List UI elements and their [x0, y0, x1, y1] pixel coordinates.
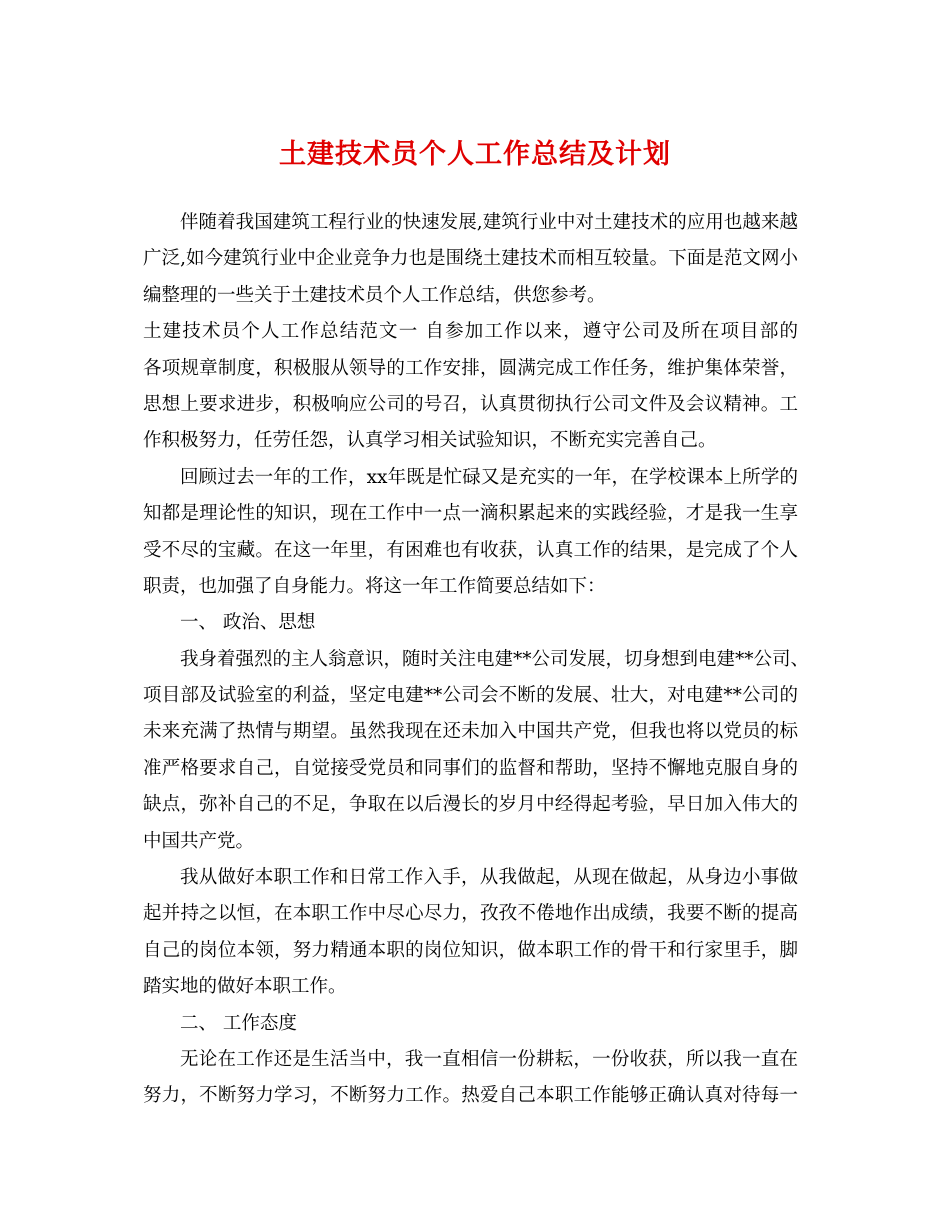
text-line: 中国共产党。 [143, 830, 255, 852]
text-line: 职责，也加强了自身能力。将这一年工作简要总结如下： [143, 575, 606, 597]
text-line: 思想上要求进步，积极响应公司的号召，认真贯彻执行公司文件及会议精神。工 [143, 393, 798, 415]
text-line: 起并持之以恒，在本职工作中尽心尽力，孜孜不倦地作出成绩，我要不断的提高 [143, 903, 798, 925]
document-body [143, 205, 810, 1115]
text-line: 准严格要求自己，自觉接受党员和同事们的监督和帮助，坚持不懈地克服自身的 [143, 757, 798, 779]
text-line: 缺点，弥补自己的不足，争取在以后漫长的岁月中经得起考验，早日加入伟大的 [143, 794, 798, 816]
document-title: 土建技术员个人工作总结及计划 [279, 139, 671, 170]
text-line: 土建技术员个人工作总结范文一 自参加工作以来，遵守公司及所在项目部的 [143, 321, 798, 343]
text-line: 伴随着我国建筑工程行业的快速发展,建筑行业中对土建技术的应用也越来越 [180, 212, 798, 233]
text-line: 努力，不断努力学习，不断努力工作。热爱自己本职工作能够正确认真对待每一 [143, 1085, 798, 1107]
text-line: 回顾过去一年的工作，xx年既是忙碌又是充实的一年，在学校课本上所学的 [180, 466, 798, 488]
text-line: 我身着强烈的主人翁意识，随时关注电建**公司发展，切身想到电建**公司、 [180, 648, 810, 670]
text-line: 踏实地的做好本职工作。 [143, 976, 347, 998]
section-heading: 二、 工作态度 [180, 1012, 297, 1034]
text-line: 我从做好本职工作和日常工作入手，从我做起，从现在做起，从身边小事做 [180, 867, 798, 889]
text-line: 广泛,如今建筑行业中企业竞争力也是围绕土建技术而相互较量。下面是范文网小 [143, 248, 798, 270]
text-line: 各项规章制度，积极服从领导的工作安排，圆满完成工作任务，维护集体荣誉， [143, 357, 798, 379]
text-line: 编整理的一些关于土建技术员个人工作总结，供您参考。 [143, 284, 606, 306]
text-line: 自己的岗位本领，努力精通本职的岗位知识，做本职工作的骨干和行家里手，脚 [143, 939, 798, 961]
text-line: 无论在工作还是生活当中，我一直相信一份耕耘，一份收获，所以我一直在 [180, 1048, 798, 1070]
text-line: 受不尽的宝藏。在这一年里，有困难也有收获，认真工作的结果，是完成了个人 [143, 539, 798, 561]
text-line: 作积极努力，任劳任怨，认真学习相关试验知识，不断充实完善自己。 [143, 430, 717, 452]
text-line: 知都是理论性的知识，现在工作中一点一滴积累起来的实践经验，才是我一生享 [143, 503, 798, 525]
section-heading: 一、 政治、思想 [180, 612, 316, 634]
text-line: 未来充满了热情与期望。虽然我现在还未加入中国共产党，但我也将以党员的标 [143, 721, 798, 743]
text-line: 项目部及试验室的利益，坚定电建**公司会不断的发展、壮大，对电建**公司的 [143, 685, 798, 707]
